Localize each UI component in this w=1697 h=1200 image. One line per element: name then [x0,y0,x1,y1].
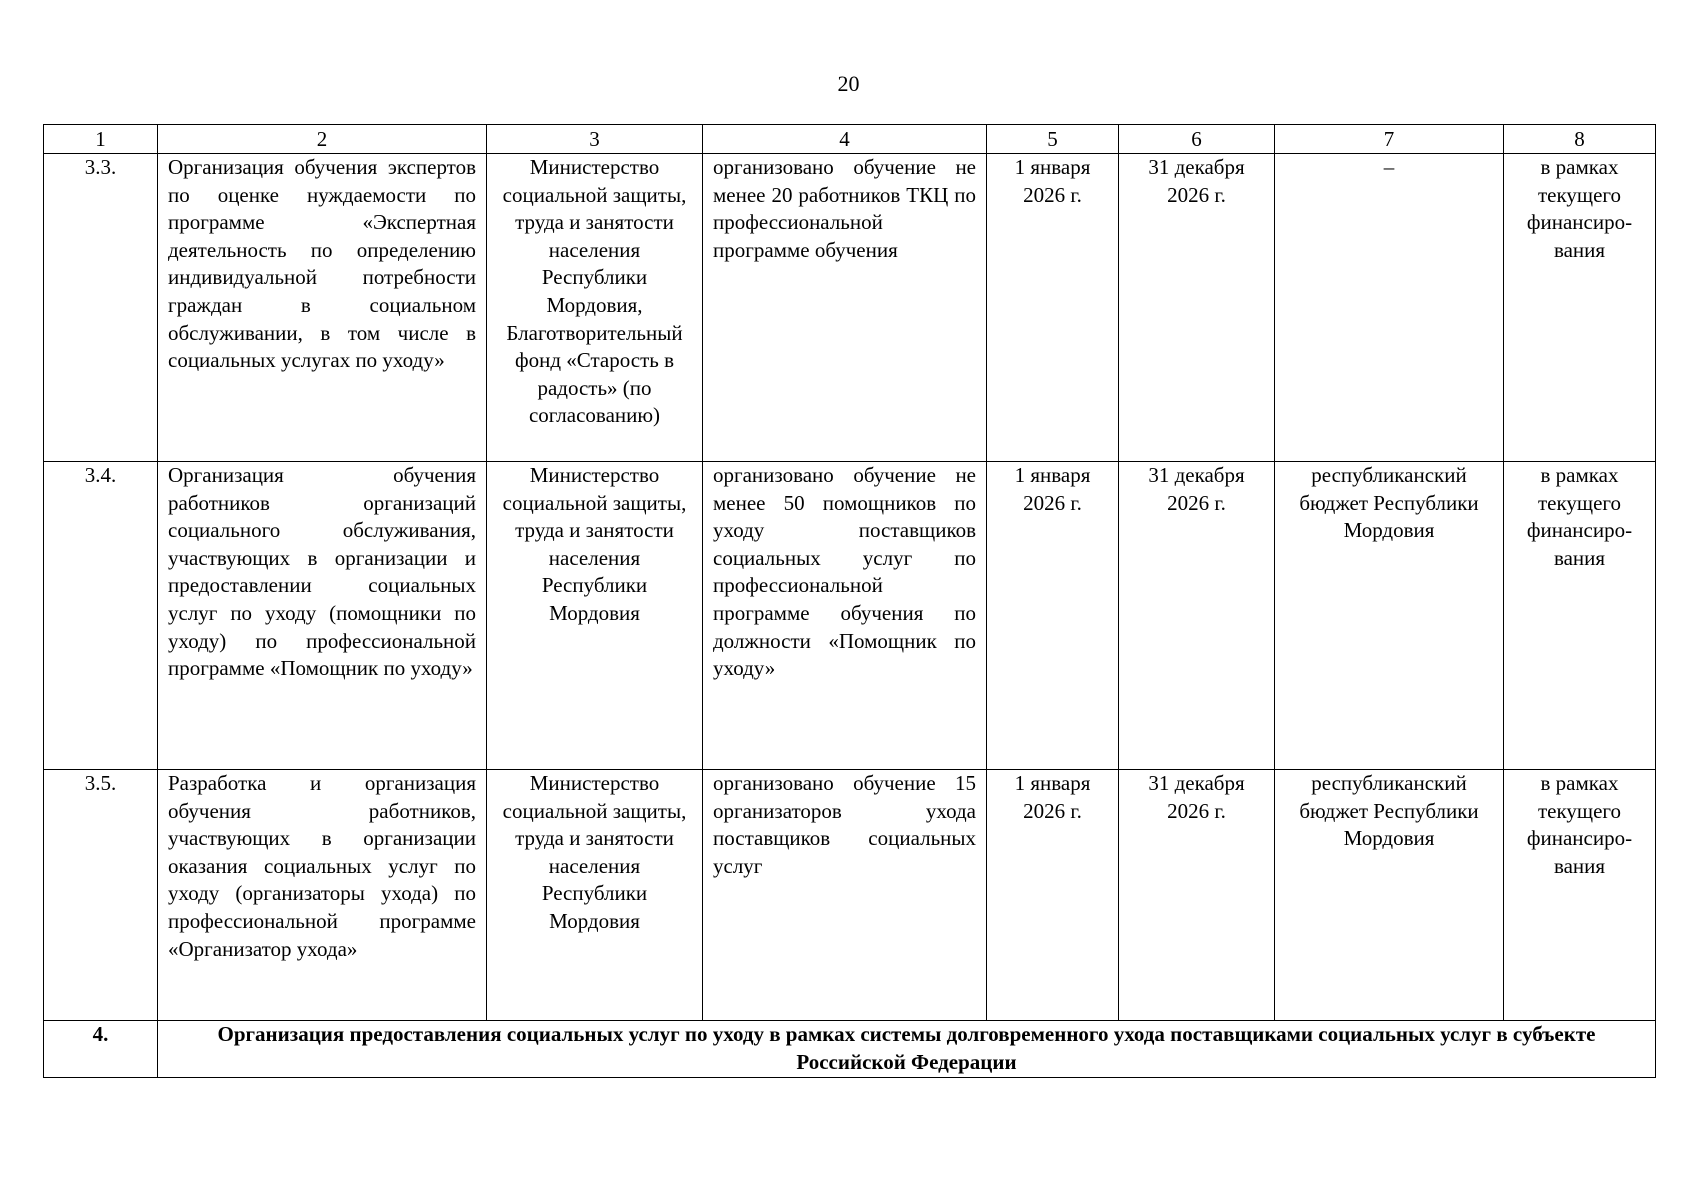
result-cell: организовано обучение 15 организаторов ухода поставщиков социальных услуг [703,770,987,1021]
funding-volume-cell: в рамках текущего финансиро-вания [1504,462,1656,770]
table-row [44,770,1656,1021]
start-date-cell: 1 января 2026 г. [987,154,1119,462]
column-number-cell: 6 [1119,125,1275,154]
page-number: 20 [837,71,860,96]
item-number: 3.5. [44,770,158,1021]
funding-source-cell: – [1275,154,1504,462]
action-plan-table [43,124,1656,1078]
column-number-row [44,125,1656,154]
item-number: 3.4. [44,462,158,770]
column-number-cell: 8 [1504,125,1656,154]
result-cell: организовано обучение не менее 20 работников ТКЦ по профессиональной программе обучения [703,154,987,462]
activity-cell: Разработка и организация обучения работников, участвующих в организации оказания социальных услуг по уходу (организаторы ухода) по профессиональной программе «Организатор ухода» [158,770,487,1021]
executor-cell: Министерство социальной защиты, труда и занятости населения Республики Мордовия [487,770,703,1021]
column-number-cell: 5 [987,125,1119,154]
table-row [44,154,1656,462]
section-number: 4. [44,1021,158,1078]
executor-cell: Министерство социальной защиты, труда и занятости населения Республики Мордовия [487,462,703,770]
activity-cell: Организация обучения экспертов по оценке нуждаемости по программе «Экспертная деятельность по определению индивидуальной потребности граждан в социальном обслуживании, в том числе в социальных услугах по уходу» [158,154,487,462]
end-date-cell: 31 декабря 2026 г. [1119,770,1275,1021]
start-date-cell: 1 января 2026 г. [987,462,1119,770]
table-row [44,462,1656,770]
end-date-cell: 31 декабря 2026 г. [1119,462,1275,770]
start-date-cell: 1 января 2026 г. [987,770,1119,1021]
funding-volume-cell: в рамках текущего финансиро-вания [1504,770,1656,1021]
funding-source-cell: республиканский бюджет Республики Мордовия [1275,462,1504,770]
activity-cell: Организация обучения работников организаций социального обслуживания, участвующих в организации и предоставлении социальных услуг по уходу (помощники по уходу) по профессиональной программе «Помощник по уходу» [158,462,487,770]
column-number-cell: 7 [1275,125,1504,154]
executor-cell: Министерство социальной защиты, труда и занятости населения Республики Мордовия, Благотворительный фонд «Старость в радость» (по согласованию) [487,154,703,462]
column-number-cell: 1 [44,125,158,154]
column-number-cell: 2 [158,125,487,154]
end-date-cell: 31 декабря 2026 г. [1119,154,1275,462]
column-number-cell: 4 [703,125,987,154]
column-number-cell: 3 [487,125,703,154]
section-title: Организация предоставления социальных услуг по уходу в рамках системы долговременного ухода поставщиками социальных услуг в субъекте Российской Федерации [158,1021,1656,1078]
result-cell: организовано обучение не менее 50 помощников по уходу поставщиков социальных услуг по профессиональной программе обучения по должности «Помощник по уходу» [703,462,987,770]
item-number: 3.3. [44,154,158,462]
funding-volume-cell: в рамках текущего финансиро-вания [1504,154,1656,462]
funding-source-cell: республиканский бюджет Республики Мордовия [1275,770,1504,1021]
section-heading-row [44,1021,1656,1078]
